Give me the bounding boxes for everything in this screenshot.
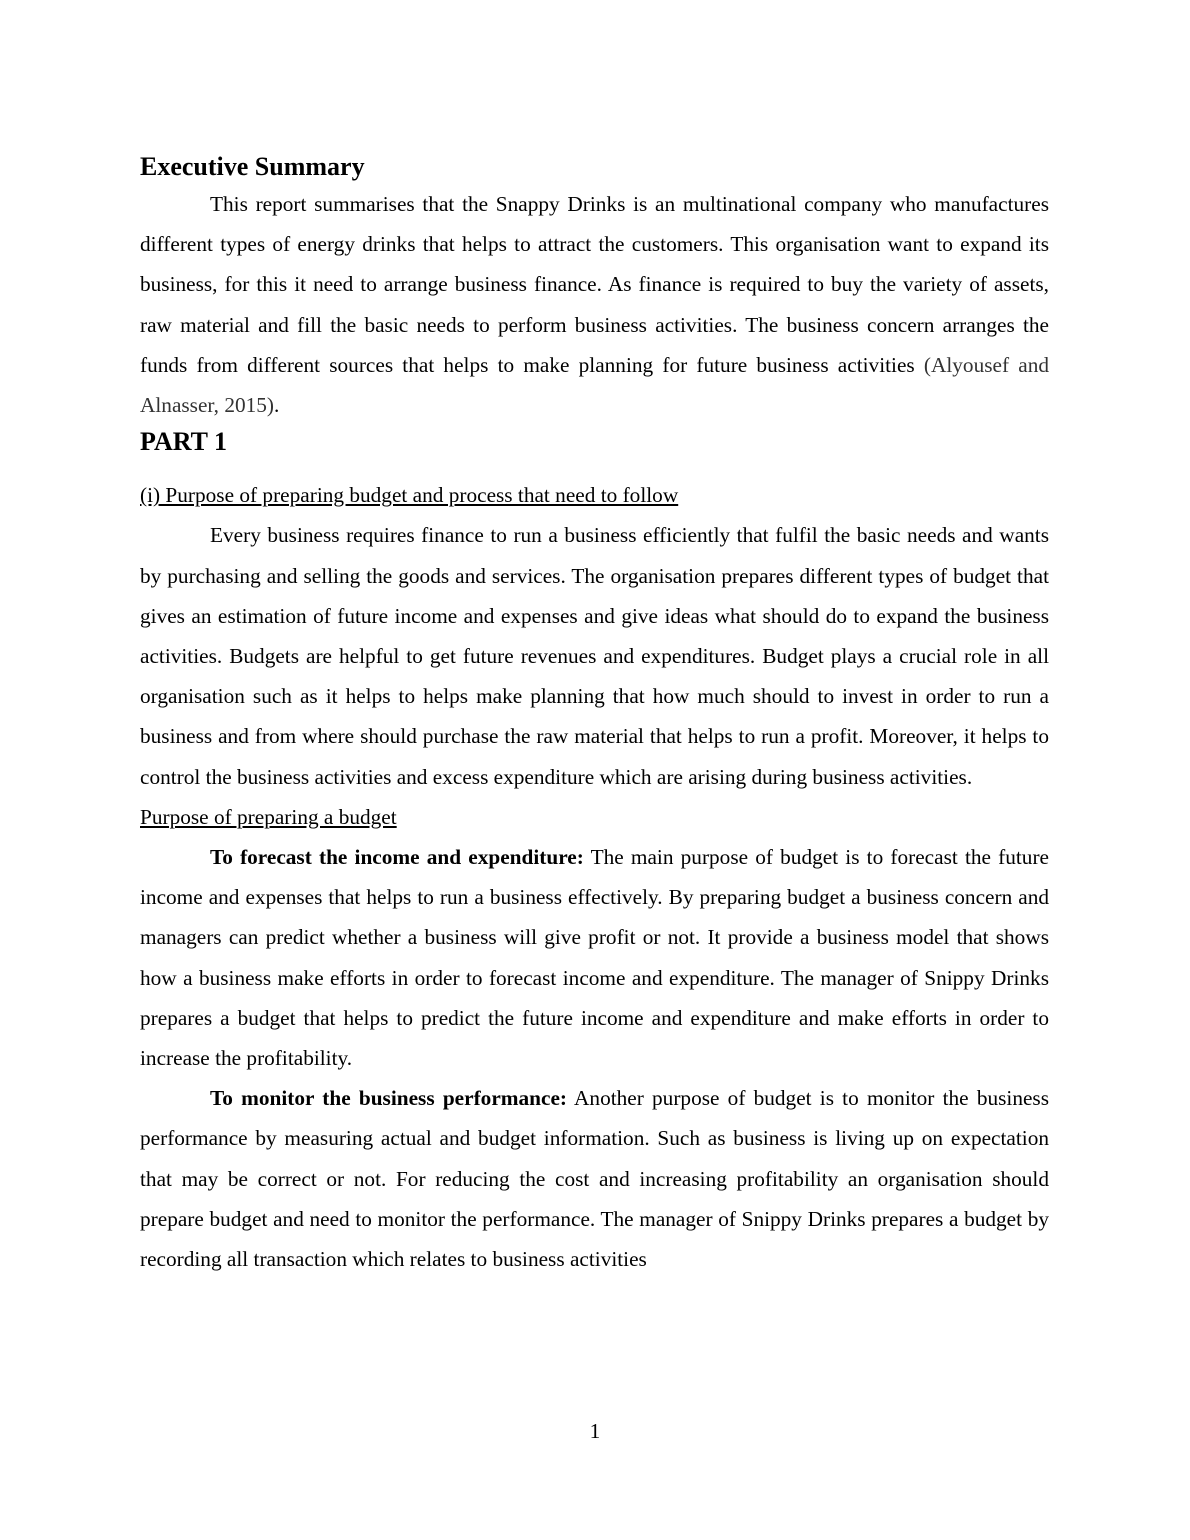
executive-summary-paragraph — [140, 184, 1049, 425]
executive-summary-text: This report summarises that the Snappy Drinks is an multinational company who manufactures different types of energy drinks that helps to attract the customers. This organisation want to expand its business, for this it need to arrange business finance. As finance is required to buy the variety of assets, raw material and fill the basic needs to perform business activities. The business concern arranges the funds from different sources that helps to make planning for future business activities — [140, 192, 1049, 377]
part1-heading: PART 1 — [140, 427, 227, 457]
purpose-title: Purpose of preparing a budget — [140, 804, 397, 829]
purpose-item-text: Another purpose of budget is to monitor the business performance by measuring actual and budget information. Such as business is living up on expectation that may be correct or not. For reducing the cost and increasing profitability an organisation should prepare budget and need to monitor the performance. The manager of Snippy Drinks prepares a budget by recording all transaction which relates to business activities — [140, 1086, 1049, 1272]
section-i-paragraph: Every business requires finance to run a business efficiently that fulfil the basic needs and wants by purchasing and selling the goods and services. The organisation prepares different types of budget that gives an estimation of future income and expenses and give ideas what should do to expand the business activities. Budgets are helpful to get future revenues and expenditures. Budget plays a crucial role in all organisation such as it helps to helps make planning that how much should to invest in order to run a business and from where should purchase the raw material that helps to run a profit. Moreover, it helps to control the business activities and excess expenditure which are arising during business activities. — [140, 523, 1049, 789]
citation: (Alyousef and Alnasser, 2015) — [140, 352, 1050, 418]
purpose-item-monitor — [140, 1078, 1049, 1279]
section-i-title: (i) Purpose of preparing budget and process that need to follow — [140, 483, 679, 508]
paragraph-end: . — [274, 393, 280, 418]
purpose-item-label: To monitor the business performance: — [210, 1086, 568, 1111]
purpose-item-label: To forecast the income and expenditure: — [210, 845, 584, 870]
page-number: 1 — [589, 1419, 601, 1443]
purpose-item-text: The main purpose of budget is to forecast the future income and expenses that helps to run a business effectively. By preparing budget a business concern and managers can predict whether a business will give profit or not. It provide a business model that shows how a business make efforts in order to forecast income and expenditure. The manager of Snippy Drinks prepares a budget that helps to predict the future income and expenditure and make efforts in order to increase the profitability. — [140, 845, 1049, 1071]
purpose-item-forecast — [140, 837, 1049, 1078]
executive-summary-heading: Executive Summary — [140, 152, 365, 181]
page-content — [140, 150, 1049, 1279]
